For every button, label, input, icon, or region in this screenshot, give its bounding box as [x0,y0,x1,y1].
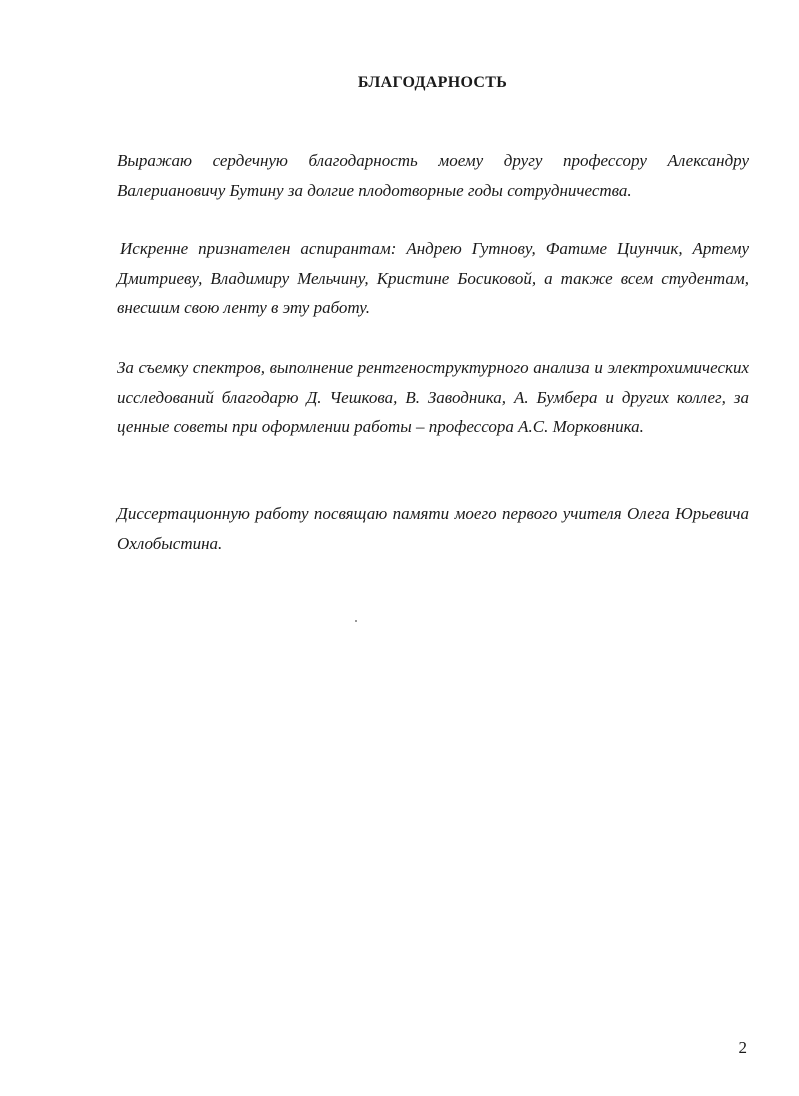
paragraph-thanks-students: Искренне признателен аспирантам: Андрею Гутнову, Фатиме Циунчик, Артему Дмитриеву, Владимиру Мельчину, Кристине Босиковой, а также всем студентам, внесшим свою ленту в эту работу. [117,239,749,317]
scan-speck [355,620,357,622]
page-title: БЛАГОДАРНОСТЬ [357,74,508,91]
page-number: 2 [738,1038,747,1057]
paragraph-thanks-colleagues: За съемку спектров, выполнение рентгеноструктурного анализа и электрохимических исследований благодарю Д. Чешкова, В. Заводника, А. Бумбера и других коллег, за ценные советы при оформлении работы – профессора А.С. Морковника. [117,358,749,436]
paragraph-dedication: Диссертационную работу посвящаю памяти моего первого учителя Олега Юрьевича Охлобыстина. [117,504,749,553]
paragraph-thanks-butin: Выражаю сердечную благодарность моему другу профессору Александру Валериановичу Бутину за долгие плодотворные годы сотрудничества. [117,151,749,200]
